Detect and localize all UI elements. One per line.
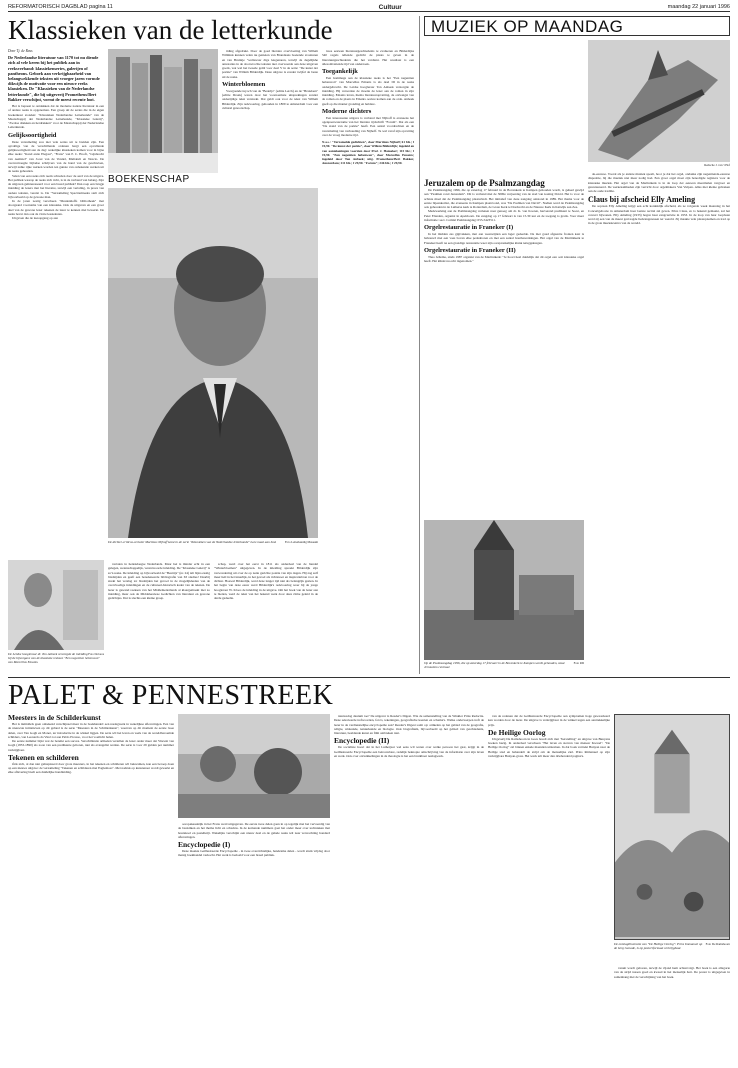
palet-heading-heilige-oorlog: De Heilige Oorlog [488,727,546,737]
article-intro: Het is bepaast te ontdekken dat de moderne nadere literatuur in een of andere reeks is opgenomen. Een groep uit de series die in de eigen boekenkast stonden: "Klassieken Nederlandse Letterkunde" van de Maatschappij der Nederlandse Letterkunde, "Klassieke Galerij", "Zwolse drukken en herdrukken" voor de Maatschappij der Nederlandse Letterkunde. [8,104,104,130]
boekenschap-photo [108,49,218,173]
article-column-1 [8,49,104,557]
palet-column-3: nieuwsdag dautum toe? De uitgever is Reader's Digest. Wie de samenstelling van de Winkler Prins Redactie. Deze selecteerde trefwoorden, foto's, tekeningen, geografische kaarten en schema's. Welke onderwerpen treft de lezer in de verdienstelijke encyclopedie aan? Reader's Digest somt op: artikelen op het gebied van de geografie, religie, wiskunde, natuurkunde en biologie. Ook biografieën, bijvoorbeeld op het gebied van geschiedenis, literatuur, beeldende kunst en film ontbreken niet. Encyclopedie (II) De socialiste hoort dat in het Lutherjaar wel eens wil weten over welke persoon het gaat, krijgt in de Geillustreerde Encyclopedie een betrouwbare, redelijk beknopte omschrijving van de informatie over zijn leven en werk. Ook over ontwikkelingen in de theologie is het een bruikbaar naslagwerk. [334,714,484,758]
palet-heading-encyclopedie-2: Encyclopedie (II) [334,736,390,746]
article-column-3: twee eeuwen literatuurgeschiedenis te evalueren en Bilderdijks 540 regels tellende gedicht de plaats te geven in de literatuurgeschiedenis die het verdient. Het resultaat is een allesomvattende tijd van onderzoek. Toegankelijk Een hommage aan de klassieke reeks is het "Een negentien hebenwon" van Marcellus Emants is als deel III in de reeks ondergebracht. De Leidse hoogleraar Ton Anbeek verzorgde de inleiding. Hij verwerkte de moeite de lezer aan de roman in zijn inleiding. Emants leven, thema literatuuropvatting, de ontvangst van de roman en de plaats in Emants oeuvre komen aan de orde. Anbeek geeft op die manier gronding en heldere. Moderne dichters Een interessante uitgave is verband met Nijhoff is eveneens het ogenpaarwaarzame van het literaire tijdschrift "Forum". Dat als een "De stand van de poëzie" heeft. Een aantal voordrachten en de verzameling van verhouding van Nijhoff. Te wel veraf zijn opvatting over de vroeg moderne tijd. N.a.s.: "Verzamelde gedichten", door Martinus Nijhoff; 61 blz.; f 19,90. "De kunst der poëzie", door Willem Bilderdijk; ingeleid en van aantekeningen voorzien door Prof. J. Hamaker; 115 blz.; f 19,90. "Een negentien hebenwon", door Marcellus Emants; ingeleid door Ton Anbeek; uitg. Prometheus/Bert Bakker, Amsterdam; 211 blz.; f 29,90. "Forum"; 246 blz.; f 29,90. [322,49,414,166]
nijhoff-caption: Foto Letterkundig Museum De dichter-criticus-vertaler Martinus Nijhoff komt in de serie "Klassieken van de Nederlandse letterkunde" twee maal aan bod. [108,540,318,544]
portrait-anbeek-photo [8,560,104,650]
palet-heading-tekenen: Tekenen en schilderen [8,752,79,762]
palet-title: PALET & PENNESTREEK [8,680,334,711]
article-column-2: tiding afgedrukt. Door de goed literaire overvloeiing van Willem Wilmink kunnen velen nu genieten van Brandaans boeiende avonturen en van Bruintje "weliswaar dige leugenaren, terwijl de degelijkhe annotaties in de doorwrochte teksten niet overwaarde aan deze uitgaven goeds, wat wel het tweede geldt voor deel V in de serie: "De kunst der poëzie" van Willem Bilderdijk. Deze uitgave is zonder twijfel de beste uit de reeks. Winterbloemen Voorgaande tuyoch van de "Beatrijs" (editie Lerch) en de "Brandaan" (editie Draak) waren door het voornaamste uitsprekingen zonder ondezijdige tekst verstrekt. Dat geldt ook voor de tekst van Willem Bilderdijk. Zijn redevoering, gehouden in 1809 te Amsterdam voor een culturel genootschap. [222,49,318,110]
allegory-engraving [615,715,729,937]
muziek-heading-ameling: Claus bij afscheid Elly Ameling [588,195,696,205]
section-divider [8,677,730,678]
books-illustration [108,49,218,173]
column-divider [419,16,420,674]
article-body-4: Uitgaven die de leesopgang op aan [12,216,59,221]
booklist: N.a.s.: "Verzamelde gedichten", door Martinus Nijhoff; 61 blz.; f 19,90. "De kunst der poëzie", door Willem Bilderdijk; ingeleid en van aantekeningen voorzien door Prof. J. Hamaker; 115 blz.; f 19,90. "Een negentien hebenwon", door Marcellus Emants; ingeleid door Ton Anbeek; uitg. Prometheus/Bert Bakker, Amsterdam; 211 blz.; f 29,90. "Forum"; 246 blz.; f 29,90. [322,140,414,166]
article-title: Klassieken van de letterkunde [8,15,333,45]
hand-illustration [588,40,730,162]
palet-column-4: van de redenen dat de Geillustreerde Encyclopedie aan symptomen hoge gewaardeerd kan worden door de lezer. De uitgave is verkrijgbaar in de winkel tegen een aantrekkelijke prijs. De Heilige Oorlog Uitgeverij De Ramshoorn in Goes houdt zich met "herstelling" en uitgave van Bunyans boeken bezig. In onderdeel verscheen "Het leven en sterven van meneer Kwaad". "De Heilige Oorlog" zal binnen enkele maanden uitkomen. In dat boek vertrekt Bunyan naar de Heilige stad en behandelt de strijd om de menselijke ziel. Prins Immanuel op zijn verkrijgbare Bunyan-grote. Het werk telt meer dan driehonderd pagina's. [488,714,610,758]
muziek-church-photo [424,520,584,660]
article-body-3: In de jaren zestig verscheen "Meulenhoffs bibliotheek" met doorgaand voorname van een klassieke. Ook de uitgaven en een groot deel van de gewone lezer rekenen de lezer te kennen met bewerkt. De reeks bevat dan ook de vlotte leesteksten. [8,199,104,216]
muziek-heading-jeruzalem: Jeruzalem op de Psalmzangdag [424,178,545,188]
page-header [8,3,730,12]
issue-date: maandag 22 januari 1996 [667,4,730,10]
heilige-oorlog-illustration [614,714,730,940]
boekenschap-label: BOEKENSCHAP [108,174,190,185]
palet-heading-meesters: Meesters in de Schilderkunst [8,714,101,722]
subheading-toegankelijk: Toegankelijk [322,68,358,75]
nijhoff-figure [108,188,318,538]
photo-credit: Foto Dolores [88,652,104,656]
church-illustration [424,520,584,660]
painting-illustration [178,714,330,818]
article-lead: De Nederlandse literatuur van 1170 tot nu diende zich al vele keren bij het publiek aan in reeksverband: klassiekenseries, galerijen of pantheons. Geboek aan verkrijgbaarheid van belangwekkende teksten uit vroeger jaren vormde dikwijls de motivatie voor een nieuwe reeks klassieken. De "Klassieken van de Nederlandse letterkunde", die bij uitgeverij Prometheus/Bert Bakker verschijnt, vormt de meest recente loot. [8,55,100,102]
nijhoff-portrait-photo [108,188,318,538]
palet-column-1: Meesters in de Schilderkunst Het is inmiddels geen onbekend verschijnsel meer in de boekhandel: een naslagwerk in wekelijkse afleveringen. Een van de nieuwste initiatieven op dit gebied is de serie "Meesters in de Schilderkunst", waarvan op dit moment de eerste twee delen, over Van Gogh en Monet, ter introductie in de winkel liggen. De serie wil het leven en werk van de wereldberoemde schilders, van Leonardo da Vinci tot aan Pablo Picasso, voor het voetlicht halen. De eerste nummer bijkt wat de bereikt een succes. Verschillende artikelen vertellen de lezer onder meer dat Vincent van Gogh (1853-1890) als zoon van een predikante geboren, niet als evangelist werkte. De serie is voor 29 gulden per nummer verkrijgbaar. Tekenen en schilderen Óók zich, al dan niet geïnspireerd door grote meesters, in het tekenen en schilderen wil bekwamen, kan een beroep doen op een nieuwe uitgave: de verzameling "Tekenen en schilderen met Eaglemoss". Met nadruk op kunstenaar wordt gewerkt en elke aflevering biedt een duidelijke handleiding. [8,714,174,775]
palet-column-5: vanuit wordt geboren, terwijl de vijand hem achtervolgt. Het boek is een allegorie van de strijd tussen goed en kwaad in het menselijk hart. De poster is uitgegeven in samenhang met de verschijning van het boek. [614,966,730,979]
subheading-gelijksoortigheid: Gelijksoortigheid [8,131,57,139]
muziek-photo-credit: Redactie J. van 't Hof [704,163,730,167]
portrait-anbeek-caption: Foto Dolores De Leidse hoogleraar dr. Ton Anbeek verzorgde de inleiding bij de bijvorgave van de klassieke reeksen "Een negentien hebenwon" van Marcellus Emants. [8,652,104,665]
muziek-photo-caption: Foto RD Op de Psalmzangdag 1996, die op zaterdag 17 februari in de Bovenkerk te Kampen wordt gehouden, staat Jeruzalem centraal. [424,661,584,670]
article-column-5: schap, werd over het eerst in 1811 als onderdeel van de bundel "Winterbloemen" uitgegeven. In de inleiding spreekt Bilderdijk zijn verwondering uit over de op natie gerichte poëzie van zijn dagen. Hij zag zelf meer heil in het innerlijk, in het gevoel als richtsnoer en inspiratiebron voor de dichter. Hoewel Bilderdijk, werd deze langer tijd niet als belangrijk gezien. In het begin van deze eeuw werd Bilderdijk's redevoering weer bij de jonge hoogleraar W. Kloos de inleiding in de uitgave. Om het boek van de lezer aan te bieden, werd de tekst van het bekend werk door deze ritme geleid in de derde gedeelte. [214,562,318,600]
muziek-column-2: de-eeuwse. Vooral als je andere muziek speelt, hoor je dat het orgel, ondanks zijn negentiende-eeuwse dispositie, bij die muziek niet meer nodig had. Een groot orgel moet zijn benodigde registers voor de klassieke muziek. Het orgel van de Martinikerk is in de loop der eeuwen meermalen vergroot en gerestaureerd. De werkzaamheden zijn verricht door orgelmakers Van Vulpen. Alles met kleine gebreken aan de oude traditie. Claus bij afscheid Elly Ameling De sopraan Elly Ameling krijgt een echt koninklijk afscheid, als ze volgende week maandag in het Concertgebouw in Amsterdam haar laatste recital zal geven. Prins Claus, zo is bekend gemaakt, zal het concert bijwonen. Elly Ameling (1933) begon haar zangcarrière in 1953. In de loop van haar loopbaan werd zij een van de meest gevraagde liedzangeressen ter wereld. Zij maakte vele plaatopnamen en trad op in de grote muziekcentra van de wereld. [588,172,730,226]
palet-heading-encyclopedie-1: Encyclopedie (I) [178,840,231,849]
muziek-heading-orgel-2: Orgelrestauratie in Franeker (II) [424,246,516,254]
muziek-title-box [424,16,730,36]
muziek-column-1: Jeruzalem op de Psalmzangdag De Psalmzangdag 1996, die op zaterdag 17 februari in de Bovenkerk te Kampen gehouden wordt, is geheel gewijd aan "Psalmen rond Jeruzalem". Dit is verband met de 3000e verjaardag van de stad van koning David. Het is voor de achtste maal dat de Psalmzangdag plaatsvindt. Het initiatief van deze zangdag ontstond in 1989. Het thema voor de eerste bijeenkomst, die eveneens in Kampen plaatsvond, was "De Psalmen van David". Nadien werd de Psalmzangdag ook gehouden in de Lutherse kerk te Rotterdam, de Grote Kerk te Dordrecht en de Nieuwe Kerk in Katwijk aan Zee. Medewerking aan de Psalmzangdag verlenen naar genoeg om dr. K. van Kooten, herverend predikant te Soest, en Peter Elanden, organist in Apeldoorn. De zangdag op 17 februari is van 15.30 uur en de toegang is gratis. Voor meer informatie: secr. Comité Psalmzangdag: 055-5423511. Orgelrestauratie in Franeker (I) In het midden zes gigivakken, met aan weerszijden een lager gedeelde. De met goud afgezette fronten kast is behouwd met een vaas boven elke pedaaltoren en met een aantal houtbewerkingen. Het orgel van de Martinikerk te Franeker heeft na een grondige restauratie weer zijn oorspronkelijke klank teruggekregen. Orgelrestauratie in Franeker (II) Theo Jellema, sinds 1987 organist van de Martinikerk: "Je hoort heel duidelijk dat dit orgel een ooit klassieke orgel heeft. Het klinkt nu echt ingenomen." [424,178,584,263]
muziek-heading-orgel-1: Orgelrestauratie in Franeker (I) [424,224,514,231]
section-name: Cultuur [378,3,402,11]
heilige-oorlog-caption: Foto De Ramshoorn De ontslagillustratie van "De Heilige Oorlog": Prins Immanuel op de berg Genade, is op postertformaat verkrijgbaar. [614,942,730,951]
article-column-4: vertalen in hedendaagse Nederlands. Maar het is minder echt in een gelegen, wetenschappelijk, verantwoorde inleiding. De "Klassieke Galerij" is zo'n reeks. De inleiding op bijvoorbeeld de "Beatrijs" (nr. 24) telt bijna zestig bladzijden en geeft een beredeneerde bibliografie van 63 studies! Daarbij strekt het verslag tot bladzijden het gevoel in de mogelijkheden van de overvloedige inleidingen en de cultureel-historisch kader van de teksten. De lezer is gewend reeksen van het Middelnederlands al klaargemaakt met zo inleiding, maar ook de Middeleeuwse Gedichten van literatuur en gewone gedichtjes. Dat is slechts een kleine groep. [108,562,210,600]
article-body-1: Deze verzameling zou niet vele series uit te breiden zijn. Een opvallige van de verschillende ordenen bergt een opvallende gelijksoortigheid aan de dag: wekelijke klassieken komen voor in bijna elke reeks: "Karel ende Elegast", "Frans" van P. C. Hooft, "Gijsbrecht van Aemstel" van Joost van de Vondel, Multatuli en Nescio. De oververtraagde bijbelse schrijvers van de hand van de geschreven, terwijl zulke rijke werken worden ten gunste van onbekende werken uit de reeks gehouden. [8,139,104,174]
muziek-hand-photo [588,40,730,162]
muziek-title: MUZIEK OP MAANDAG [431,17,624,36]
subheading-moderne-dichters: Moderne dichters [322,107,372,115]
article-byline: Door Tj. de Reus [8,49,33,53]
newspaper-page-label: REFORMATORISCH DAGBLAD pagina 11 [8,4,113,10]
subheading-winterbloemen: Winterbloemen [222,80,266,88]
article-body-2: Velen van een reeks zich reeds schreden door de aard van de uitgave. Het publiek waarop de reeks zich richt, is in de verband van belang. Zijn de uitgaven geïnteresseerd voor een breed publiek? Dan roep een brugje inleiding de lezers met het literaire, terwijl een vertaling, in proza van oudere teksten, vereist is. De "Verzameling Spectrumreeks stelt zich bijvoorbeeld op de gewone man. [8,173,104,199]
palet-column-2: ooropakesaktijk in het Frans werd uitgegeven. De eerste twee delen gaan in op tegelijk met het vervaardig van de basistiken en het thema licht en schaduw. In de komende nummers gaat het onder meer over technieken met houtskool en pastelkrijt. Wekelijks verschijnt een nieuw deel en de gehele reeks telt naar verwachting honderd afleveringen. Encyclopedie (I) Deze maakte Geillustreerde Encyclopedie - in twee overzichtelijke, handzame delen - wordt sinds vrijdag door menig boekhandel verkocht. Het werk is bedoeld voor een breed publiek. [178,822,330,858]
portrait-figure [8,560,104,650]
painting-photo [178,714,330,818]
